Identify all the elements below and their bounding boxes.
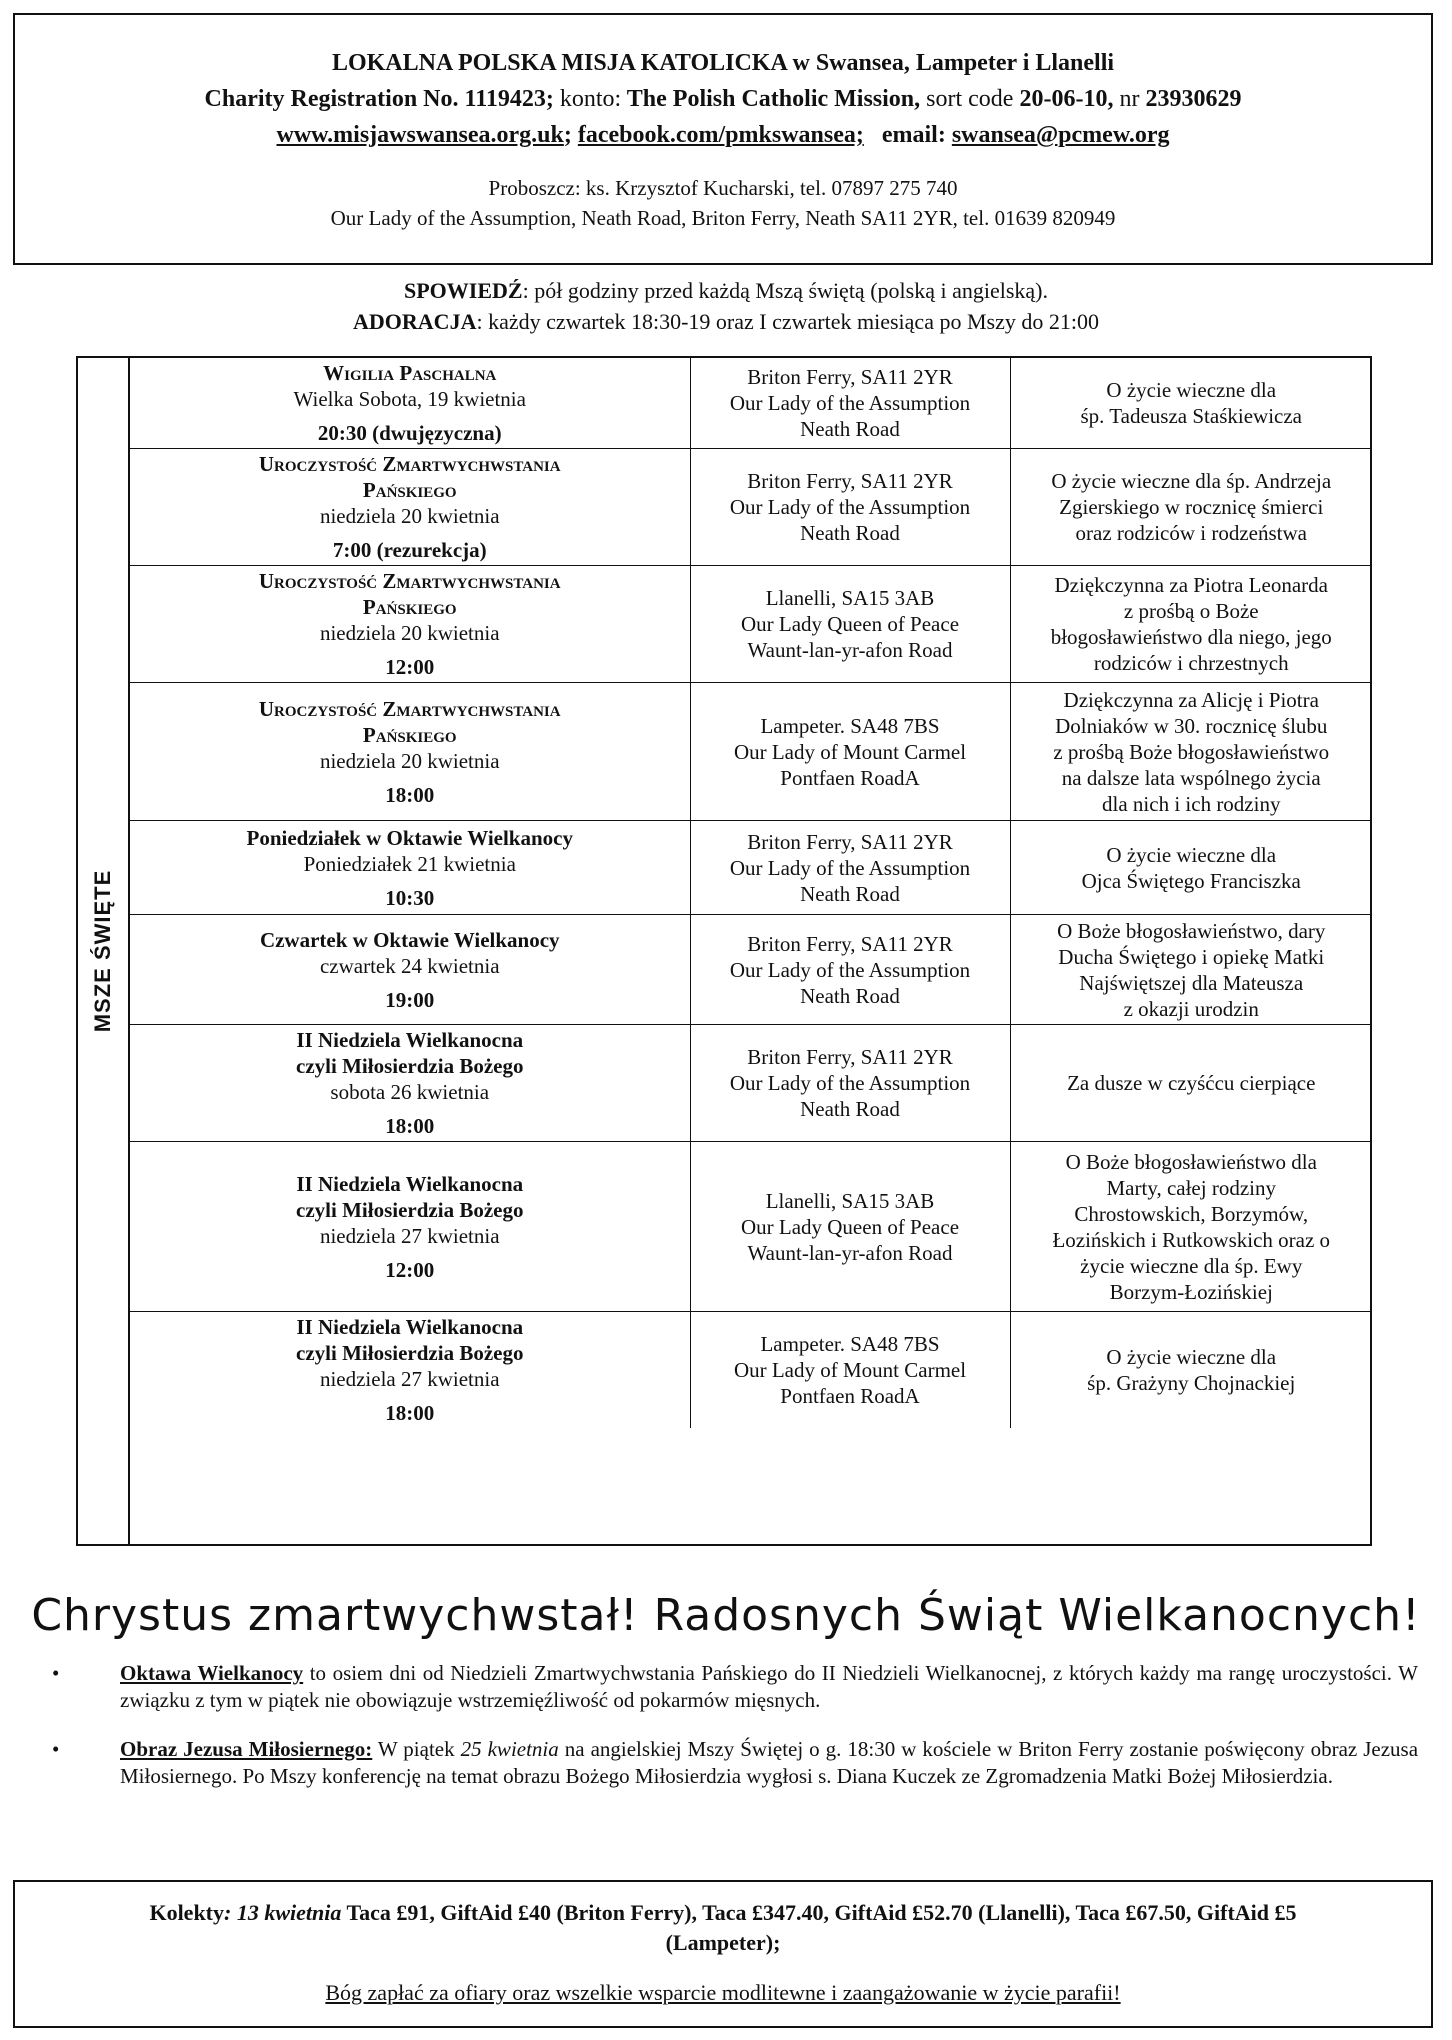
location-line: Briton Ferry, SA11 2YR (747, 1045, 953, 1069)
intention-line: Dolniaków w 30. rocznicę ślubu (1055, 713, 1328, 738)
intention-line: błogosławieństwo dla niego, jego (1050, 625, 1332, 649)
feast-name: II Niedziela Wielkanocna (296, 1028, 524, 1052)
intro-notes (0, 275, 1452, 337)
mass-date: niedziela 27 kwietnia (319, 1223, 500, 1248)
sort-code-label: sort code (926, 86, 1014, 112)
mass-date: niedziela 20 kwietnia (319, 504, 500, 528)
mass-time: 20:30 (dwujęzyczna) (317, 421, 502, 445)
bullet-icon: • (52, 1737, 60, 1761)
mass-date: Wielka Sobota, 19 kwietnia (293, 387, 526, 411)
intention-line: Łozińskich i Rutkowskich oraz o (1052, 1227, 1331, 1252)
footer-box (13, 1880, 1433, 2028)
intention-line: Chrostowskich, Borzymów, (1074, 1201, 1309, 1226)
intention-line: z okazji urodzin (1123, 996, 1259, 1021)
intention-line: Najświętszej dla Mateusza (1079, 970, 1304, 995)
mass-schedule (76, 356, 1372, 1546)
intention-line: życie wieczne dla śp. Ewy (1080, 1253, 1303, 1278)
mass-occasion-cell (130, 358, 690, 449)
mass-row (130, 915, 1372, 1025)
announcement-text: na angielskiej Mszy Świętej o g. 18:30 w kościele w Briton Ferry zostanie poświęcony obraz Jezusa Miłosiernego. Po Mszy konferencję na temat obrazu Bożego Miłosierdzia wygłosi s. Diana Kuczek ze Zgromadzenia Matki Bożej Miłosierdzia. (120, 1737, 1419, 1788)
location-line: Our Lady of the Assumption (729, 855, 971, 880)
confession-label: SPOWIEDŹ (404, 278, 523, 303)
mass-table (130, 358, 1372, 1428)
intention-line: z prośbą o Boże (1123, 599, 1259, 623)
email-label: email: (881, 122, 946, 148)
priest-contact: Proboszcz: ks. Krzysztof Kucharski, tel. 07897 275 740 (488, 176, 958, 200)
location-line: Our Lady of the Assumption (729, 391, 971, 415)
feast-name: Uroczystość Zmartwychwstania (258, 569, 561, 593)
facebook-link[interactable]: facebook.com/pmkswansea; (577, 122, 864, 148)
location-line: Neath Road (800, 1097, 900, 1121)
intention-line: Marty, całej rodziny (1106, 1175, 1276, 1200)
announcement-text: to osiem dni od Niedzieli Zmartwychwstania Pańskiego do II Niedzieli Wielkanocnej, z których każdy ma rangę uroczystości. W związku z tym w piątek nie obowiązuje wstrzemięźliwość od pokarmów mięsnych. (120, 1661, 1418, 1712)
mass-intention-cell (1010, 683, 1372, 821)
intention-line: śp. Grażyny Chojnackiej (1087, 1371, 1296, 1395)
mass-row (130, 683, 1372, 821)
mass-intention-cell (1010, 358, 1372, 449)
announcement-text: W piątek (372, 1737, 461, 1761)
konto-label: konto: (559, 86, 622, 112)
location-line: Our Lady Queen of Peace (740, 1214, 960, 1239)
location-line: Our Lady of the Assumption (729, 495, 971, 519)
mass-occasion-cell (130, 1025, 690, 1142)
mass-time: 18:00 (385, 1401, 435, 1425)
mass-intention-cell (1010, 1312, 1372, 1429)
intention-line: O Boże błogosławieństwo, dary (1057, 918, 1326, 943)
location-line: Waunt-lan-yr-afon Road (747, 638, 953, 662)
account-number-label: nr (1119, 86, 1140, 112)
intention-line: rodziców i chrzestnych (1093, 651, 1289, 675)
feast-name-line2: Pańskiego (362, 595, 457, 619)
intention-line: Za dusze w czyśćcu cierpiące (1067, 1071, 1316, 1095)
intention-line: O życie wieczne dla (1106, 842, 1277, 867)
adoration-label: ADORACJA (353, 309, 477, 334)
mass-date: niedziela 27 kwietnia (319, 1367, 500, 1391)
church-address: Our Lady of the Assumption, Neath Road, Briton Ferry, Neath SA11 2YR, tel. 01639 820949 (330, 206, 1116, 230)
mass-date: sobota 26 kwietnia (330, 1080, 490, 1104)
mass-intention-cell (1010, 1025, 1372, 1142)
location-line: Pontfaen RoadA (780, 765, 920, 790)
charity-registration: Charity Registration No. 1119423; (204, 86, 554, 112)
location-line: Our Lady Queen of Peace (740, 612, 960, 636)
mass-intention-cell (1010, 449, 1372, 566)
mass-occasion-cell (130, 821, 690, 915)
mass-date: niedziela 20 kwietnia (319, 748, 500, 773)
location-line: Our Lady of the Assumption (729, 1071, 971, 1095)
intention-line: Dziękczynna za Alicję i Piotra (1063, 687, 1319, 712)
mass-location-cell (690, 821, 1010, 915)
feast-name: II Niedziela Wielkanocna (296, 1171, 524, 1196)
feast-name: Wigilia Paschalna (323, 361, 497, 385)
feast-name: Uroczystość Zmartwychwstania (258, 452, 561, 476)
collections-note (15, 1898, 1431, 1958)
mass-date: niedziela 20 kwietnia (319, 621, 500, 645)
announcement-item (52, 1736, 1418, 1790)
location-line: Neath Road (800, 521, 900, 545)
sort-code: 20-06-10, (1019, 86, 1114, 112)
location-line: Lampeter. SA48 7BS (760, 1332, 940, 1356)
location-line: Neath Road (800, 881, 900, 906)
feast-name-line2: czyli Miłosierdzia Bożego (296, 1341, 524, 1365)
mass-intention-cell (1010, 1142, 1372, 1312)
feast-name-line2: czyli Miłosierdzia Bożego (296, 1054, 524, 1078)
account-name: The Polish Catholic Mission, (626, 86, 921, 112)
account-number: 23930629 (1145, 86, 1242, 112)
mass-intention-cell (1010, 566, 1372, 683)
mass-time: 18:00 (385, 1114, 435, 1138)
intention-line: Ojca Świętego Franciszka (1081, 868, 1301, 893)
mass-time: 7:00 (rezurekcja) (332, 538, 487, 562)
header-box (13, 13, 1433, 265)
mass-row (130, 1312, 1372, 1429)
mass-intention-cell (1010, 821, 1372, 915)
mass-location-cell (690, 683, 1010, 821)
mass-occasion-cell (130, 1312, 690, 1429)
mass-time: 12:00 (385, 1257, 435, 1282)
intention-line: Dziękczynna za Piotra Leonarda (1054, 573, 1328, 597)
easter-greeting: Chrystus zmartwychwstał! Radosnych Świąt Wielkanocnych! (31, 1590, 1421, 1641)
mass-row (130, 821, 1372, 915)
location-line: Briton Ferry, SA11 2YR (747, 931, 953, 956)
intention-line: O Boże błogosławieństwo dla (1065, 1149, 1317, 1174)
announcement-date: 25 kwietnia (460, 1737, 559, 1761)
collections-date: : 13 kwietnia (224, 1900, 342, 1925)
location-line: Briton Ferry, SA11 2YR (747, 469, 953, 493)
location-line: Waunt-lan-yr-afon Road (747, 1240, 953, 1265)
bullet-icon: • (52, 1661, 60, 1685)
mass-time: 18:00 (385, 782, 435, 807)
charity-line (15, 81, 1431, 117)
location-line: Briton Ferry, SA11 2YR (747, 365, 953, 389)
mass-row (130, 358, 1372, 449)
feast-name-line2: Pańskiego (362, 478, 457, 502)
feast-name: Uroczystość Zmartwychwstania (258, 696, 561, 721)
mission-title: LOKALNA POLSKA MISJA KATOLICKA w Swansea, Lampeter i Llanelli (331, 50, 1115, 76)
email-link[interactable]: swansea@pcmew.org (951, 122, 1170, 148)
side-label-column (78, 358, 130, 1544)
thanks-note: Bóg zapłać za ofiary oraz wszelkie wsparcie modlitewne i zaangażowanie w życie parafii! (325, 1980, 1121, 2005)
location-line: Our Lady of Mount Carmel (733, 739, 967, 764)
intention-line: O życie wieczne dla (1106, 1345, 1277, 1369)
location-line: Neath Road (800, 417, 900, 441)
contact-line: www.misjawswansea.org.uk; facebook.com/pmkswansea; email: swansea@pcmew.org (276, 122, 1170, 148)
feast-name-line2: czyli Miłosierdzia Bożego (296, 1197, 524, 1222)
location-line: Our Lady of the Assumption (729, 957, 971, 982)
announcement-item (52, 1660, 1418, 1714)
feast-name: Poniedziałek w Oktawie Wielkanocy (246, 825, 573, 850)
mass-location-cell (690, 1312, 1010, 1429)
side-label: MSZE ŚWIĘTE (90, 869, 115, 1033)
mass-row (130, 566, 1372, 683)
announcement-title: Oktawa Wielkanocy (120, 1661, 304, 1685)
location-line: Neath Road (800, 983, 900, 1008)
feast-name: II Niedziela Wielkanocna (296, 1315, 524, 1339)
intention-line: oraz rodziców i rodzeństwa (1075, 521, 1307, 545)
intention-line: dla nich i ich rodziny (1102, 791, 1281, 816)
confession-text: : pół godziny przed każdą Mszą świętą (polską i angielską). (522, 278, 1048, 303)
mass-occasion-cell (130, 566, 690, 683)
mass-occasion-cell (130, 449, 690, 566)
mass-time: 12:00 (385, 655, 435, 679)
intention-line: Ducha Świętego i opiekę Matki (1058, 944, 1325, 969)
collections-amounts: Taca £91, GiftAid £40 (Briton Ferry), Taca £347.40, GiftAid £52.70 (Llanelli), Taca £67.50, GiftAid £5 (Lampeter); (341, 1900, 1297, 1955)
intention-line: z prośbą Boże błogosławieństwo (1053, 739, 1330, 764)
intention-line: O życie wieczne dla śp. Andrzeja (1051, 469, 1332, 493)
intention-line: O życie wieczne dla (1106, 378, 1277, 402)
website-link[interactable]: www.misjawswansea.org.uk (276, 122, 564, 148)
mass-location-cell (690, 449, 1010, 566)
location-line: Briton Ferry, SA11 2YR (747, 829, 953, 854)
mass-intention-cell (1010, 915, 1372, 1025)
confession-note (0, 275, 1452, 306)
announcement-title: Obraz Jezusa Miłosiernego: (120, 1737, 373, 1761)
location-line: Our Lady of Mount Carmel (733, 1358, 967, 1382)
mass-location-cell (690, 1025, 1010, 1142)
intention-line: Borzym-Łozińskiej (1109, 1279, 1273, 1304)
mass-time: 10:30 (385, 885, 435, 910)
feast-name-line2: Pańskiego (362, 722, 457, 747)
location-line: Llanelli, SA15 3AB (765, 586, 935, 610)
mass-occasion-cell (130, 683, 690, 821)
mass-occasion-cell (130, 915, 690, 1025)
location-line: Llanelli, SA15 3AB (765, 1188, 935, 1213)
mass-date: czwartek 24 kwietnia (319, 953, 500, 978)
feast-name: Czwartek w Oktawie Wielkanocy (259, 927, 560, 952)
announcements (52, 1660, 1418, 1812)
mass-time: 19:00 (385, 987, 435, 1012)
intention-line: śp. Tadeusza Staśkiewicza (1080, 404, 1302, 428)
adoration-text: : każdy czwartek 18:30-19 oraz I czwartek miesiąca po Mszy do 21:00 (476, 309, 1099, 334)
location-line: Lampeter. SA48 7BS (760, 713, 940, 738)
mass-row (130, 449, 1372, 566)
adoration-note (0, 306, 1452, 337)
mass-row (130, 1142, 1372, 1312)
collections-label: Kolekty (149, 1900, 225, 1925)
mass-location-cell (690, 915, 1010, 1025)
mass-date: Poniedziałek 21 kwietnia (303, 851, 516, 876)
mass-location-cell (690, 1142, 1010, 1312)
location-line: Pontfaen RoadA (780, 1384, 920, 1408)
intention-line: Zgierskiego w rocznicę śmierci (1059, 495, 1324, 519)
mass-row (130, 1025, 1372, 1142)
mass-location-cell (690, 358, 1010, 449)
mass-location-cell (690, 566, 1010, 683)
intention-line: na dalsze lata wspólnego życia (1061, 765, 1321, 790)
mass-occasion-cell (130, 1142, 690, 1312)
